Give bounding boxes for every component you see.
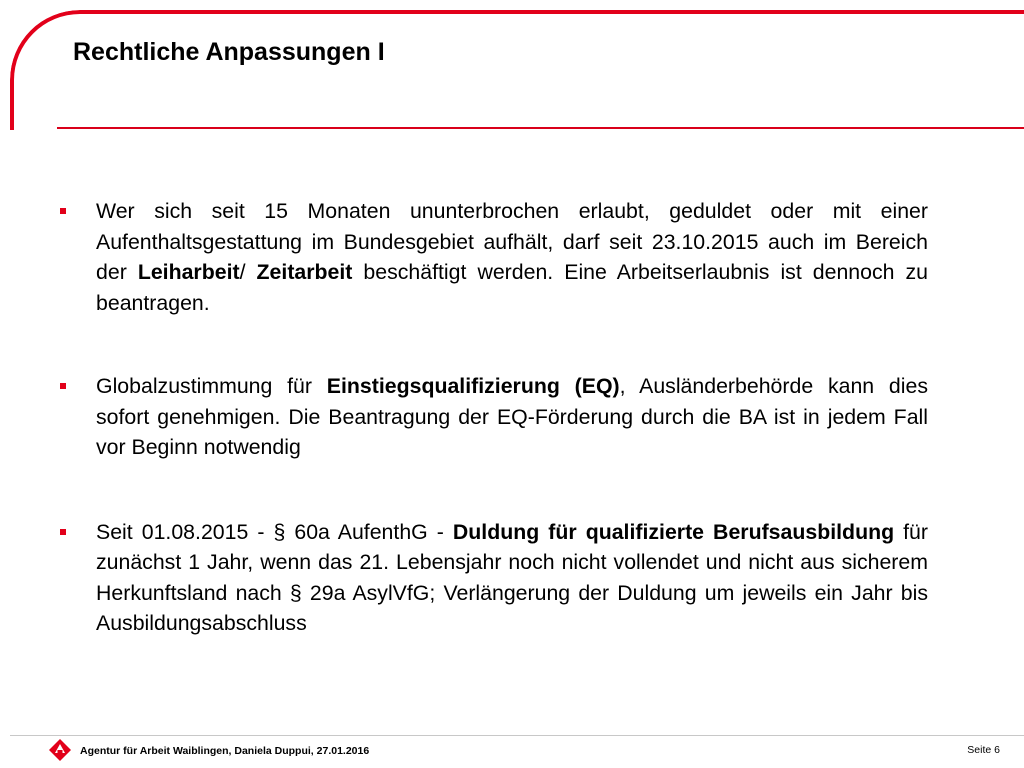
title-divider [57,127,1024,129]
bullet-text: Globalzustimmung für Einstiegsqualifizierung (EQ), Ausländerbehörde kann dies sofort genehmigen. Die Beantragung der EQ-Förderung durch die BA ist in jedem Fall vor Beginn notwendig [96,374,928,459]
bullet-square-icon [60,208,66,214]
bullet-list [60,196,928,692]
page-number: Seite 6 [967,744,1000,756]
bullet-square-icon [60,529,66,535]
header-frame [10,10,1024,150]
bullet-text: Seit 01.08.2015 - § 60a AufenthG - Duldung für qualifizierte Berufsausbildung für zunächst 1 Jahr, wenn das 21. Lebensjahr noch nicht vollendet und nicht aus sicherem Herkunftsland nach § 29a AsylVfG; Verlängerung der Duldung um jeweils ein Jahr bis Ausbildungsabschluss [96,519,928,635]
footer-divider [10,735,1024,736]
agentur-fuer-arbeit-logo-icon [48,738,72,762]
bullet-text: Wer sich seit 15 Monaten ununterbrochen erlaubt, geduldet oder mit einer Aufenthaltsgestattung im Bundesgebiet aufhält, darf seit 23.10.2015 auch im Bereich der Leiharbeit/ Zeitarbeit beschäftigt werden. Eine Arbeitserlaubnis ist dennoch zu beantragen. [96,199,928,315]
footer-author-line: Agentur für Arbeit Waiblingen, Daniela Duppui, 27.01.2016 [80,745,370,757]
slide-title: Rechtliche Anpassungen I [73,38,385,66]
bullet-item-2 [60,371,928,463]
bullet-item-3 [60,517,928,639]
bullet-item-1 [60,196,928,318]
bullet-square-icon [60,383,66,389]
